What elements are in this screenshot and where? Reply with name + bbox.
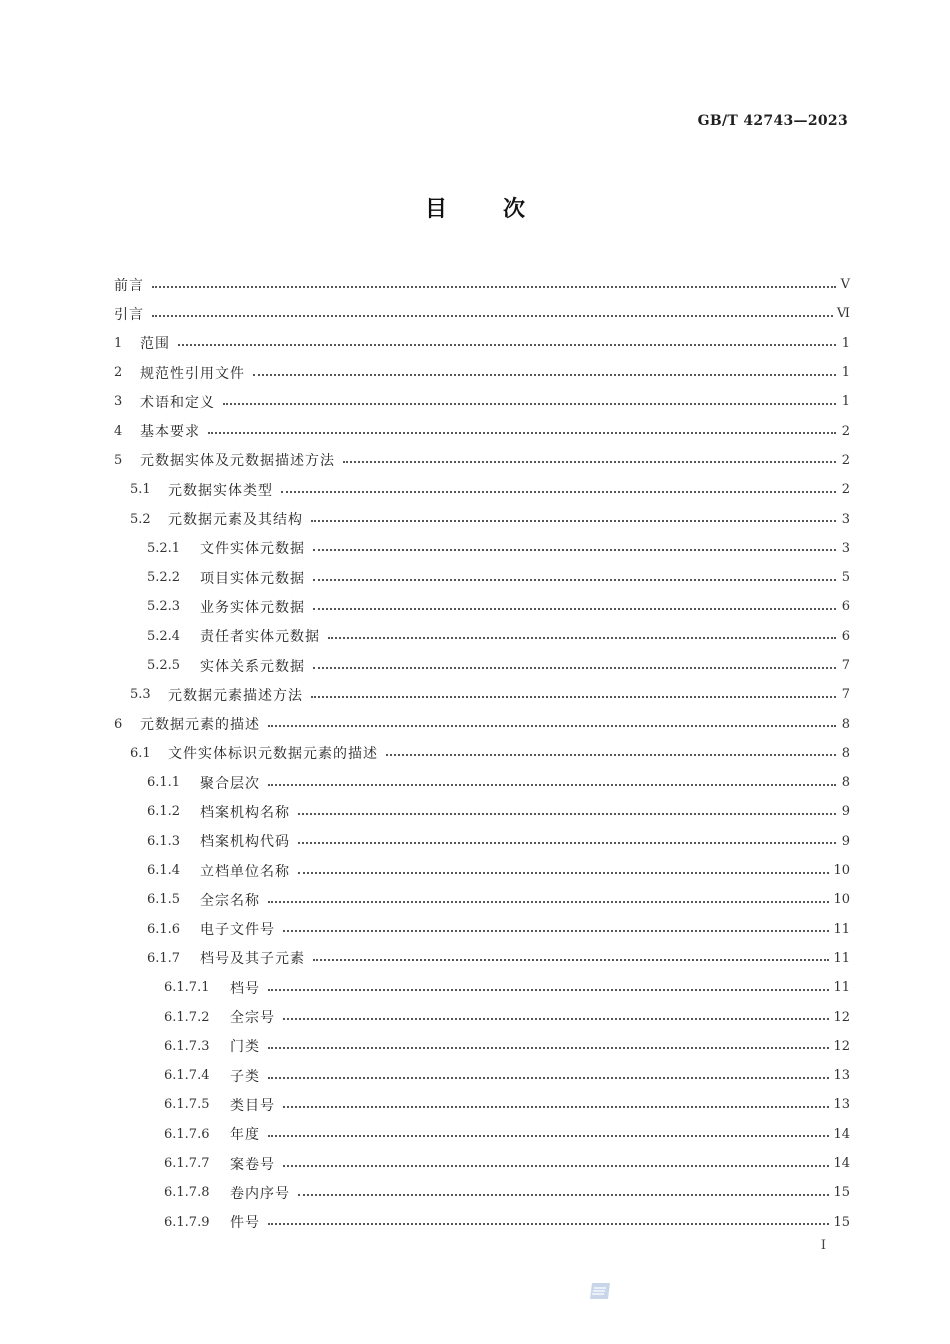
- toc-entry[interactable]: [114, 270, 850, 299]
- toc-dot-leader: [298, 842, 836, 844]
- toc-dot-leader: [268, 901, 829, 903]
- toc-dot-leader: [152, 315, 833, 317]
- toc-entry-page: Ⅴ: [840, 277, 850, 293]
- toc-entry-number: 4: [114, 423, 123, 439]
- toc-entry-page: 10: [833, 892, 850, 908]
- toc-dot-leader: [268, 1047, 829, 1049]
- toc-entry-label: 元数据元素描述方法: [168, 687, 303, 704]
- toc-entry[interactable]: [114, 1178, 850, 1207]
- toc-entry-label: 档案机构代码: [200, 834, 290, 851]
- toc-dot-leader: [283, 1018, 829, 1020]
- toc-entry[interactable]: [114, 299, 850, 328]
- toc-entry[interactable]: [114, 768, 850, 797]
- toc-entry-page: 8: [841, 775, 850, 791]
- toc-entry-page: 12: [833, 1009, 850, 1025]
- toc-entry-label: 聚合层次: [200, 775, 260, 792]
- toc-entry-label: 档案机构名称: [200, 804, 290, 821]
- toc-entry-page: 7: [841, 687, 850, 703]
- toc-entry-page: 6: [841, 628, 850, 644]
- toc-dot-leader: [343, 461, 836, 463]
- toc-dot-leader: [313, 959, 829, 961]
- toc-dot-leader: [313, 579, 836, 581]
- toc-entry-label: 前言: [114, 277, 144, 294]
- toc-entry[interactable]: [114, 973, 850, 1002]
- toc-entry[interactable]: [114, 739, 850, 768]
- page-number: Ⅰ: [820, 1238, 826, 1253]
- toc-dot-leader: [283, 1106, 829, 1108]
- toc-entry-number: 1: [114, 335, 123, 351]
- toc-entry-page: 15: [833, 1185, 850, 1201]
- toc-entry[interactable]: [114, 534, 850, 563]
- toc-entry-label: 件号: [230, 1215, 260, 1232]
- toc-entry-number: 6.1.2: [147, 804, 181, 820]
- toc-dot-leader: [313, 608, 836, 610]
- toc-dot-leader: [283, 930, 829, 932]
- toc-entry-label: 项目实体元数据: [200, 570, 305, 587]
- toc-entry-number: 5: [114, 452, 123, 468]
- toc-entry-label: 子类: [230, 1068, 260, 1085]
- toc-entry-number: 6.1: [130, 745, 151, 761]
- toc-entry-number: 6.1.7.1: [164, 980, 210, 996]
- toc-entry[interactable]: [114, 1002, 850, 1031]
- toc-entry[interactable]: [114, 709, 850, 738]
- toc-entry-number: 6.1.7.4: [164, 1068, 210, 1084]
- toc-entry-page: 2: [841, 423, 850, 439]
- toc-entry-number: 6.1.7.6: [164, 1126, 210, 1142]
- toc-entry-label: 全宗名称: [200, 892, 260, 909]
- toc-entry[interactable]: [114, 475, 850, 504]
- toc-entry[interactable]: [114, 592, 850, 621]
- toc-entry[interactable]: [114, 1090, 850, 1119]
- toc-entry-number: 6.1.7.3: [164, 1038, 210, 1054]
- toc-dot-leader: [311, 520, 836, 522]
- toc-entry-page: 14: [833, 1156, 850, 1172]
- toc-entry-page: 5: [841, 570, 850, 586]
- toc-entry-label: 年度: [230, 1127, 260, 1144]
- toc-entry-page: 11: [833, 980, 850, 996]
- toc-dot-leader: [223, 403, 836, 405]
- toc-entry-label: 立档单位名称: [200, 863, 290, 880]
- toc-entry-page: 10: [833, 863, 850, 879]
- toc-dot-leader: [152, 286, 836, 288]
- toc-entry-page: 11: [833, 921, 850, 937]
- toc-entry-page: 6: [841, 599, 850, 615]
- toc-entry[interactable]: [114, 1061, 850, 1090]
- toc-entry-number: 6.1.7.8: [164, 1185, 210, 1201]
- toc-entry[interactable]: [114, 944, 850, 973]
- toc-dot-leader: [268, 725, 836, 727]
- toc-entry-label: 全宗号: [230, 1010, 275, 1027]
- toc-dot-leader: [281, 491, 836, 493]
- toc-entry[interactable]: [114, 1149, 850, 1178]
- toc-entry-page: 3: [841, 540, 850, 556]
- toc-entry-page: 12: [833, 1038, 850, 1054]
- toc-entry[interactable]: [114, 885, 850, 914]
- toc-dot-leader: [268, 1135, 829, 1137]
- toc-entry-label: 电子文件号: [200, 922, 275, 939]
- toc-entry-page: 1: [841, 335, 850, 351]
- toc-entry-label: 术语和定义: [140, 394, 215, 411]
- toc-entry-page: 15: [833, 1214, 850, 1230]
- toc-entry-number: 6.1.7.7: [164, 1156, 210, 1172]
- toc-entry-number: 6.1.4: [147, 863, 181, 879]
- toc-entry[interactable]: [114, 915, 850, 944]
- toc-dot-leader: [328, 637, 836, 639]
- toc-dot-leader: [268, 1223, 829, 1225]
- toc-dot-leader: [313, 549, 836, 551]
- toc-dot-leader: [298, 872, 829, 874]
- toc-entry[interactable]: [114, 563, 850, 592]
- toc-entry-number: 6.1.7.9: [164, 1214, 210, 1230]
- toc-entry[interactable]: [114, 1032, 850, 1061]
- toc-entry-page: 1: [841, 394, 850, 410]
- toc-entry-number: 2: [114, 365, 123, 381]
- toc-entry[interactable]: [114, 1120, 850, 1149]
- toc-entry-label: 范围: [140, 336, 170, 353]
- toc-entry-number: 3: [114, 394, 123, 410]
- toc-entry-number: 6: [114, 716, 123, 732]
- toc-entry[interactable]: [114, 1208, 850, 1237]
- toc-entry-label: 责任者实体元数据: [200, 629, 320, 646]
- toc-entry-number: 5.2.3: [147, 599, 181, 615]
- toc-entry-number: 6.1.6: [147, 921, 181, 937]
- toc-entry[interactable]: [114, 797, 850, 826]
- toc-entry-page: 8: [841, 745, 850, 761]
- toc-entry-number: 6.1.7.5: [164, 1097, 210, 1113]
- toc-dot-leader: [298, 813, 836, 815]
- toc-entry[interactable]: [114, 651, 850, 680]
- toc-entry[interactable]: [114, 622, 850, 651]
- toc-entry-label: 规范性引用文件: [140, 365, 245, 382]
- toc-entry[interactable]: [114, 446, 850, 475]
- toc-entry-page: 13: [833, 1097, 850, 1113]
- sac-logo-icon: [586, 1280, 614, 1302]
- toc-dot-leader: [253, 374, 836, 376]
- toc-entry-label: 引言: [114, 306, 144, 323]
- toc-dot-leader: [298, 1194, 829, 1196]
- toc-entry-number: 5.2: [130, 511, 151, 527]
- toc-entry-number: 6.1.7.2: [164, 1009, 210, 1025]
- toc-entry-label: 业务实体元数据: [200, 599, 305, 616]
- toc-entry-label: 元数据实体及元数据描述方法: [140, 453, 335, 470]
- toc-dot-leader: [268, 989, 829, 991]
- toc-entry-label: 文件实体标识元数据元素的描述: [168, 746, 378, 763]
- toc-dot-leader: [386, 754, 836, 756]
- toc-entry[interactable]: [114, 329, 850, 358]
- toc-entry-label: 卷内序号: [230, 1185, 290, 1202]
- toc-entry-page: 3: [841, 511, 850, 527]
- toc-entry-page: 1: [841, 365, 850, 381]
- toc-entry[interactable]: [114, 856, 850, 885]
- toc-entry-page: 2: [841, 452, 850, 468]
- table-of-contents: [114, 270, 850, 1237]
- page-title: 目次: [424, 197, 581, 222]
- toc-entry-label: 案卷号: [230, 1156, 275, 1173]
- toc-entry-page: 14: [833, 1126, 850, 1142]
- toc-entry-page: 7: [841, 658, 850, 673]
- toc-entry-label: 档号: [230, 980, 260, 997]
- toc-entry[interactable]: [114, 387, 850, 416]
- toc-entry-number: 5.2.5: [147, 658, 181, 673]
- toc-entry-number: 6.1.7: [147, 950, 181, 966]
- toc-dot-leader: [178, 344, 836, 346]
- toc-entry-label: 文件实体元数据: [200, 541, 305, 558]
- toc-entry-number: 6.1.3: [147, 833, 181, 849]
- toc-entry[interactable]: [114, 504, 850, 533]
- toc-entry-number: 5.2.2: [147, 570, 181, 586]
- toc-entry-page: 11: [833, 950, 850, 966]
- toc-dot-leader: [313, 667, 836, 669]
- toc-entry-page: 13: [833, 1068, 850, 1084]
- toc-entry-label: 门类: [230, 1039, 260, 1056]
- toc-entry-page: 8: [841, 716, 850, 732]
- toc-entry-label: 元数据元素的描述: [140, 717, 260, 734]
- toc-dot-leader: [268, 1077, 829, 1079]
- toc-dot-leader: [268, 784, 836, 786]
- toc-entry-number: 5.1: [130, 482, 151, 498]
- toc-entry[interactable]: [114, 358, 850, 387]
- toc-dot-leader: [208, 432, 836, 434]
- toc-entry[interactable]: [114, 680, 850, 709]
- toc-entry-label: 实体关系元数据: [200, 658, 305, 675]
- toc-dot-leader: [311, 696, 836, 698]
- toc-entry-label: 档号及其子元素: [200, 951, 305, 968]
- toc-dot-leader: [283, 1165, 829, 1167]
- toc-entry[interactable]: [114, 416, 850, 445]
- toc-entry[interactable]: [114, 827, 850, 856]
- toc-entry-number: 6.1.5: [147, 892, 181, 908]
- toc-entry-label: 类目号: [230, 1097, 275, 1114]
- toc-entry-number: 5.2.1: [147, 540, 181, 556]
- toc-entry-number: 5.2.4: [147, 628, 181, 644]
- toc-entry-label: 元数据元素及其结构: [168, 512, 303, 529]
- toc-entry-page: 9: [841, 833, 850, 849]
- toc-entry-page: 2: [841, 482, 850, 498]
- toc-entry-label: 基本要求: [140, 424, 200, 441]
- toc-entry-page: 9: [841, 804, 850, 820]
- standard-number: GB/T 42743—2023: [697, 113, 848, 129]
- toc-entry-label: 元数据实体类型: [168, 482, 273, 499]
- toc-entry-number: 6.1.1: [147, 775, 181, 791]
- toc-entry-page: Ⅵ: [836, 306, 850, 322]
- toc-entry-number: 5.3: [130, 687, 151, 703]
